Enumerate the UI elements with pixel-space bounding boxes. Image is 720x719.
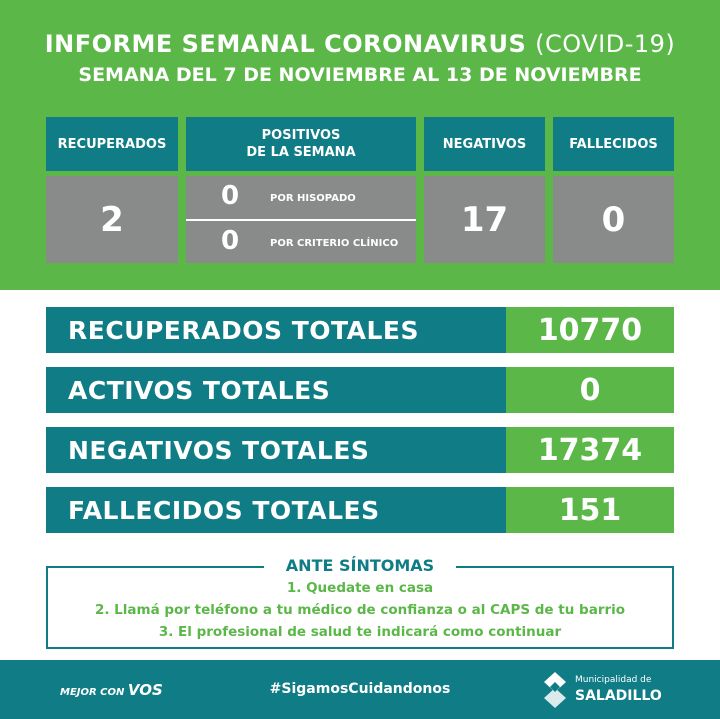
title-text: INFORME SEMANAL CORONAVIRUS <box>44 30 527 58</box>
negativos-header: NEGATIVOS <box>424 117 545 171</box>
activos-totales-value: 0 <box>506 367 674 413</box>
activos-totales-label: ACTIVOS TOTALES <box>46 367 506 413</box>
fallecidos-value: 0 <box>553 176 674 263</box>
clinico-label: POR CRITERIO CLÍNICO <box>270 238 399 249</box>
fallecidos-totales-value: 151 <box>506 487 674 533</box>
recuperados-header: RECUPERADOS <box>46 117 178 171</box>
org-line-1: Municipalidad de <box>575 675 652 685</box>
slogan-vos: VOS <box>127 681 163 699</box>
hisopado-value: 0 <box>220 181 240 211</box>
negativos-value: 17 <box>424 176 545 263</box>
symptom-step-1: 1. Quedate en casa <box>286 580 434 596</box>
negativos-totales-label: NEGATIVOS TOTALES <box>46 427 506 473</box>
saladillo-logo-icon <box>542 670 568 710</box>
fallecidos-header: FALLECIDOS <box>553 117 674 171</box>
fallecidos-totales-label: FALLECIDOS TOTALES <box>46 487 506 533</box>
negativos-totales-value: 17374 <box>506 427 674 473</box>
symptoms-title: ANTE SÍNTOMAS <box>264 555 456 577</box>
hisopado-label: POR HISOPADO <box>270 193 356 204</box>
page-title <box>0 30 720 58</box>
recuperados-totales-value: 10770 <box>506 307 674 353</box>
title-suffix: (COVID-19) <box>535 30 676 58</box>
recuperados-totales-label: RECUPERADOS TOTALES <box>46 307 506 353</box>
org-line-2: SALADILLO <box>575 688 662 704</box>
symptom-step-2: 2. Llamá por teléfono a tu médico de confianza o al CAPS de tu barrio <box>94 602 626 618</box>
symptom-step-3: 3. El profesional de salud te indicará como continuar <box>158 624 562 640</box>
positivos-header-line1: POSITIVOS <box>261 128 341 143</box>
slogan-text: MEJOR CON <box>60 687 125 698</box>
positivos-header-line2: DE LA SEMANA <box>246 145 356 160</box>
recuperados-value: 2 <box>46 176 178 263</box>
footer-hashtag: #SigamosCuidandonos <box>269 681 451 697</box>
page-subtitle: SEMANA DEL 7 DE NOVIEMBRE AL 13 DE NOVIEMBRE <box>78 64 642 86</box>
positivos-header <box>186 117 416 171</box>
positivos-divider <box>186 219 416 221</box>
positivos-values <box>186 176 416 263</box>
clinico-value: 0 <box>220 226 240 256</box>
